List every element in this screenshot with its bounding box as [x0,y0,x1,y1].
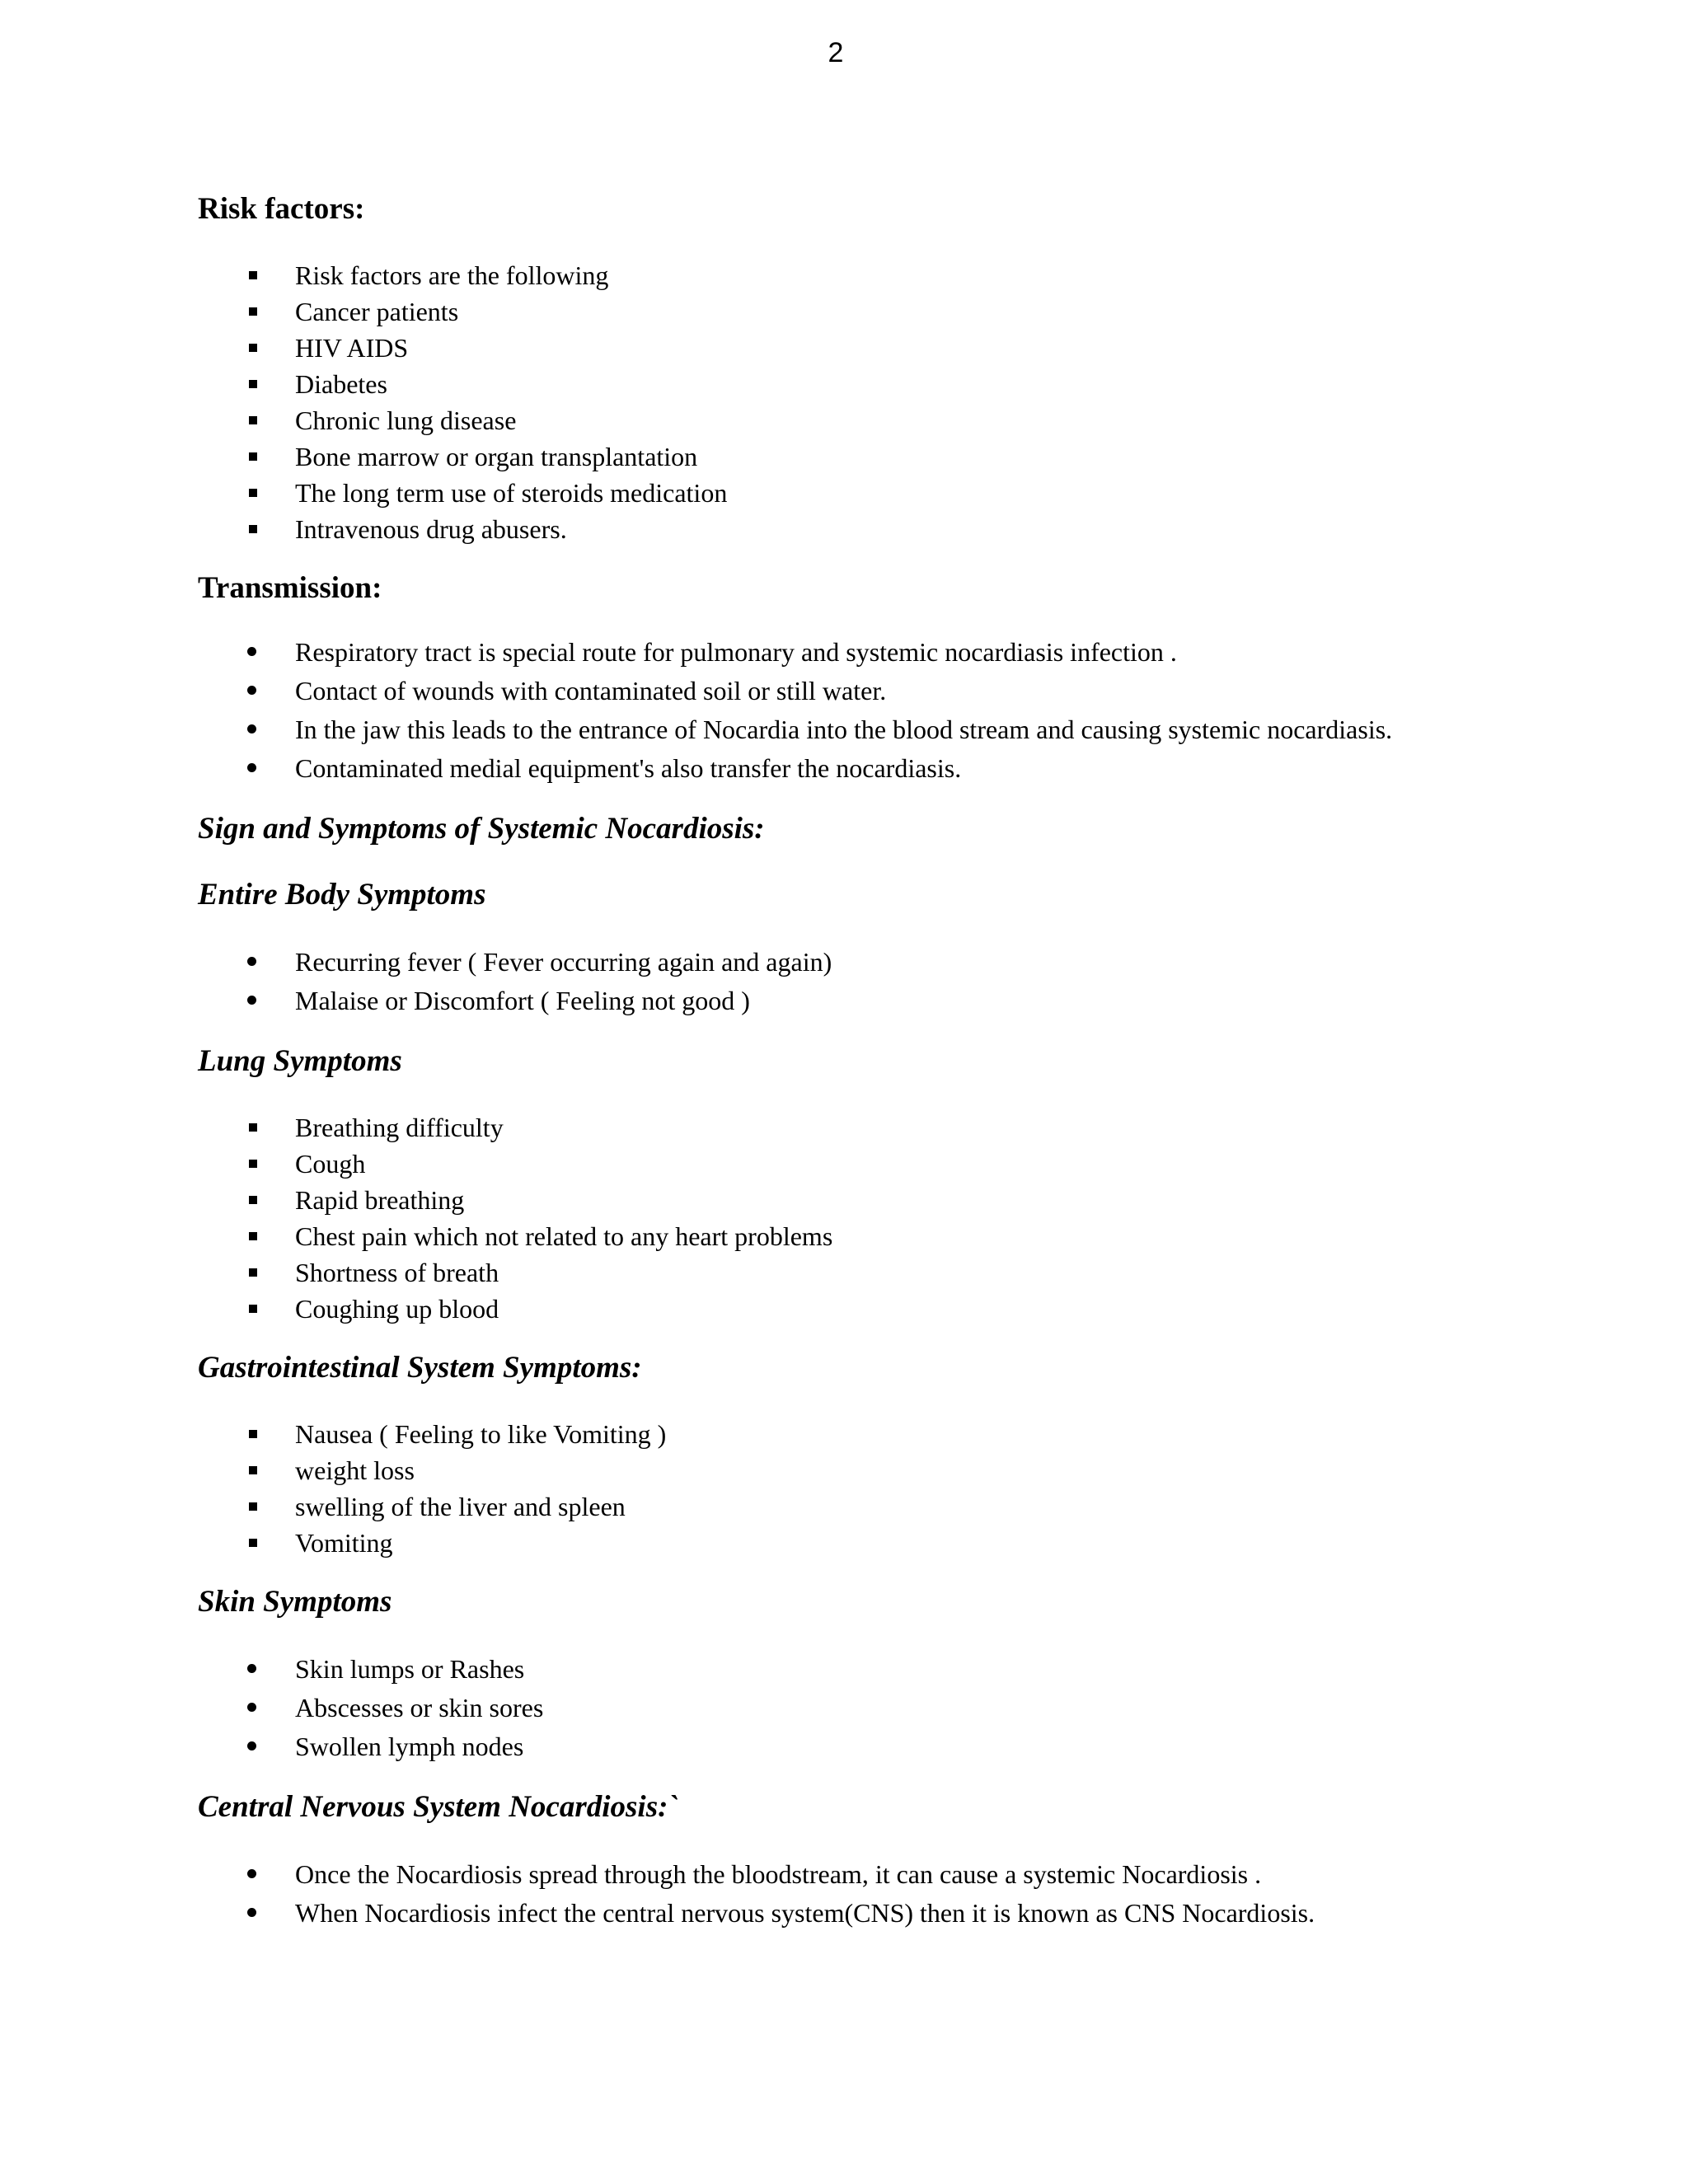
heading-sign-symptoms: Sign and Symptoms of Systemic Nocardiosis: [198,812,765,846]
heading-gastrointestinal-symptoms: Gastrointestinal System Symptoms: [198,1351,642,1385]
page-number: 2 [828,37,844,68]
entire-body-list [198,943,1632,1020]
lung-symptoms-list [198,1109,1632,1327]
transmission-list [198,633,1632,788]
list-item: HIV AIDS [198,330,1632,366]
gastro-symptoms-list [198,1416,1632,1561]
list-item: Cancer patients [198,293,1632,330]
list-item: Vomiting [198,1525,1632,1561]
list-item: Cough [198,1146,1632,1182]
list-item: Contaminated medial equipment's also transfer the nocardiasis. [198,749,1632,788]
document-body [198,191,1632,1933]
list-item: Risk factors are the following [198,257,1632,293]
list-item: Coughing up blood [198,1291,1632,1327]
list-item: Nausea ( Feeling to like Vomiting ) [198,1416,1632,1452]
heading-risk-factors: Risk factors: [198,192,365,226]
list-item: Once the Nocardiosis spread through the bloodstream, it can cause a systemic Nocardiosis . [198,1855,1632,1894]
list-item: Skin lumps or Rashes [198,1650,1632,1689]
list-item: Respiratory tract is special route for pulmonary and systemic nocardiasis infection . [198,633,1632,672]
list-item: Chest pain which not related to any heart problems [198,1218,1632,1254]
list-item: swelling of the liver and spleen [198,1488,1632,1525]
list-item: Malaise or Discomfort ( Feeling not good ) [198,982,1632,1020]
list-item: Swollen lymph nodes [198,1727,1632,1766]
list-item: weight loss [198,1452,1632,1488]
heading-cns-nocardiosis: Central Nervous System Nocardiosis:` [198,1790,678,1824]
list-item: Contact of wounds with contaminated soil or still water. [198,672,1632,710]
list-item: Chronic lung disease [198,402,1632,438]
list-item: Rapid breathing [198,1182,1632,1218]
list-item: Breathing difficulty [198,1109,1632,1146]
list-item: In the jaw this leads to the entrance of Nocardia into the blood stream and causing systemic nocardiasis. [198,710,1632,749]
list-item: Abscesses or skin sores [198,1689,1632,1727]
list-item: Bone marrow or organ transplantation [198,438,1632,475]
heading-transmission: Transmission: [198,571,382,605]
heading-skin-symptoms: Skin Symptoms [198,1585,392,1619]
skin-symptoms-list [198,1650,1632,1766]
list-item: Intravenous drug abusers. [198,511,1632,547]
cns-list [198,1855,1632,1933]
heading-lung-symptoms: Lung Symptoms [198,1044,402,1078]
list-item: Shortness of breath [198,1254,1632,1291]
heading-entire-body-symptoms: Entire Body Symptoms [198,878,486,912]
risk-factors-list [198,257,1632,547]
list-item: Diabetes [198,366,1632,402]
list-item: Recurring fever ( Fever occurring again and again) [198,943,1632,982]
list-item: When Nocardiosis infect the central nervous system(CNS) then it is known as CNS Nocardiosis. [198,1894,1632,1933]
list-item: The long term use of steroids medication [198,475,1632,511]
